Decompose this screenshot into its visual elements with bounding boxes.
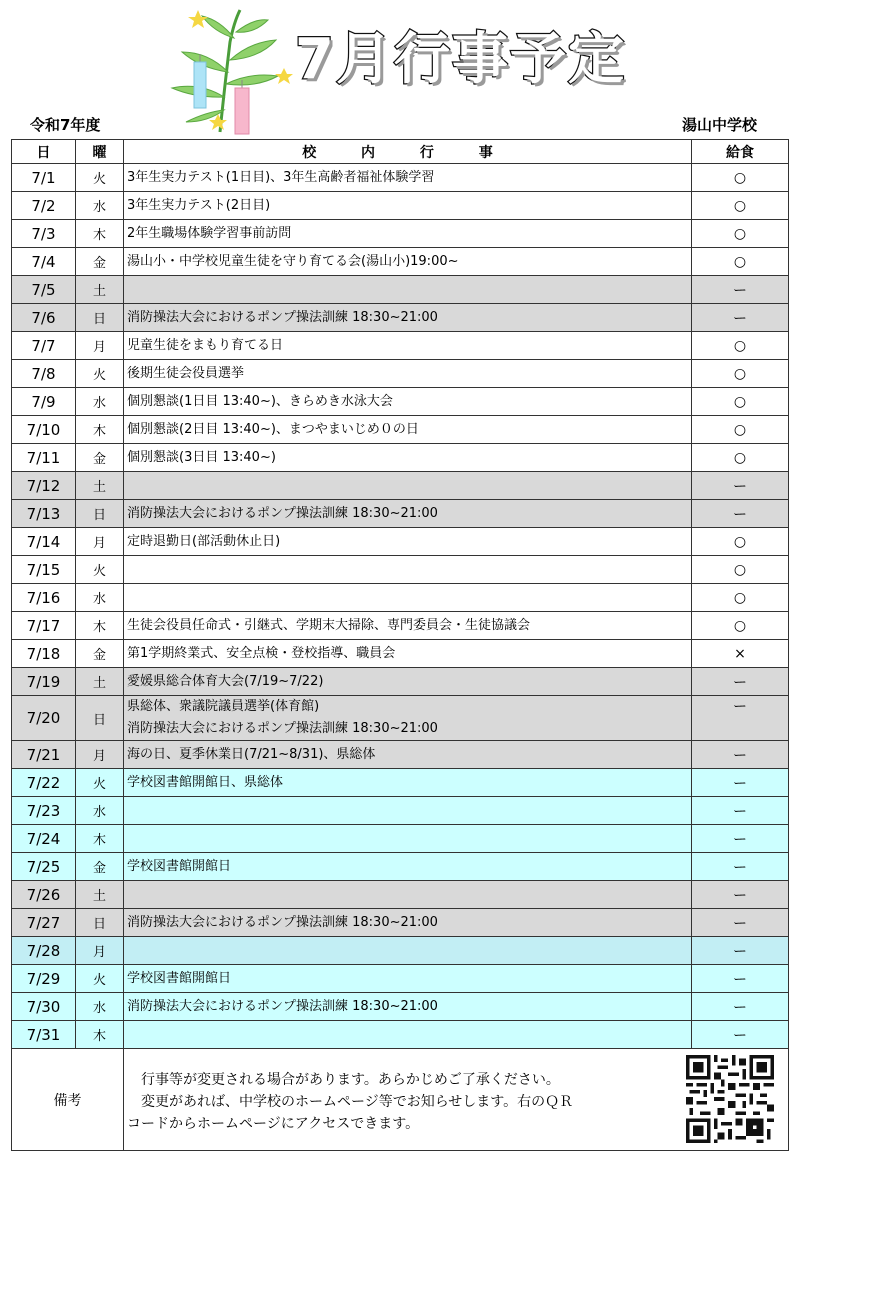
events-cell [124, 276, 692, 304]
date-cell: 7/5 [12, 276, 76, 304]
events-cell [124, 696, 692, 741]
event-text: 消防操法大会におけるポンプ操法訓練 18:30~21:00 [127, 998, 438, 1014]
day-column-header: 曜 [76, 140, 124, 164]
events-cell [124, 797, 692, 825]
date-cell: 7/27 [12, 909, 76, 937]
weekday-cell: 日 [76, 909, 124, 937]
date-cell: 7/6 [12, 304, 76, 332]
date-column-header: 日 [12, 140, 76, 164]
date-cell: 7/31 [12, 1021, 76, 1049]
weekday-cell: 水 [76, 797, 124, 825]
date-cell: 7/21 [12, 741, 76, 769]
event-text: 第1学期終業式、安全点検・登校指導、職員会 [127, 645, 396, 661]
date-cell: 7/8 [12, 360, 76, 388]
lunch-status-cell: ー [692, 797, 789, 825]
date-cell: 7/10 [12, 416, 76, 444]
table-row [12, 472, 789, 500]
events-cell [124, 444, 692, 472]
event-text: 個別懇談(3日目 13:40~) [127, 449, 276, 465]
events-cell [124, 640, 692, 668]
events-cell [124, 1021, 692, 1049]
event-text: 2年生職場体験学習事前訪問 [127, 225, 292, 241]
events-cell [124, 416, 692, 444]
schedule-body [12, 164, 789, 1049]
lunch-status-cell: ー [692, 500, 789, 528]
weekday-cell: 土 [76, 668, 124, 696]
notes-cell [124, 1049, 789, 1151]
weekday-cell: 日 [76, 696, 124, 741]
events-cell [124, 937, 692, 965]
date-cell: 7/22 [12, 769, 76, 797]
table-row [12, 304, 789, 332]
event-text: 後期生徒会役員選挙 [127, 365, 245, 381]
table-row [12, 360, 789, 388]
fiscal-year-label: 令和7年度 [30, 116, 101, 134]
date-cell: 7/7 [12, 332, 76, 360]
weekday-cell: 月 [76, 937, 124, 965]
table-row [12, 416, 789, 444]
events-cell [124, 556, 692, 584]
date-cell: 7/4 [12, 248, 76, 276]
weekday-cell: 水 [76, 388, 124, 416]
date-cell: 7/16 [12, 584, 76, 612]
bamboo-leaves-icon [172, 10, 278, 132]
qr-code-icon[interactable] [686, 1055, 774, 1143]
lunch-status-cell: ー [692, 909, 789, 937]
event-text: 個別懇談(1日目 13:40~)、きらめき水泳大会 [127, 393, 393, 409]
date-cell: 7/3 [12, 220, 76, 248]
table-row [12, 881, 789, 909]
notes-text [127, 1069, 672, 1135]
table-row [12, 164, 789, 192]
events-cell [124, 853, 692, 881]
lunch-status-cell: ー [692, 1021, 789, 1049]
lunch-status-cell: ○ [692, 444, 789, 472]
event-text: 湯山小・中学校児童生徒を守り育てる会(湯山小)19:00~ [127, 253, 459, 269]
events-cell [124, 825, 692, 853]
weekday-cell: 火 [76, 965, 124, 993]
notes-label: 備考 [12, 1049, 124, 1151]
weekday-cell: 木 [76, 825, 124, 853]
events-cell [124, 769, 692, 797]
event-text: 3年生実力テスト(2日目) [127, 197, 271, 213]
events-cell [124, 965, 692, 993]
event-text: 愛媛県総合体育大会(7/19~7/22) [127, 673, 324, 689]
events-cell [124, 332, 692, 360]
lunch-status-cell: ー [692, 769, 789, 797]
date-cell: 7/29 [12, 965, 76, 993]
weekday-cell: 木 [76, 612, 124, 640]
weekday-cell: 木 [76, 220, 124, 248]
date-cell: 7/13 [12, 500, 76, 528]
weekday-cell: 金 [76, 853, 124, 881]
table-row [12, 993, 789, 1021]
event-text: 消防操法大会におけるポンプ操法訓練 18:30~21:00 [127, 914, 438, 930]
weekday-cell: 土 [76, 881, 124, 909]
school-name: 湯山中学校 [682, 116, 758, 134]
date-cell: 7/23 [12, 797, 76, 825]
events-cell [124, 881, 692, 909]
table-row [12, 556, 789, 584]
lunch-status-cell: ー [692, 472, 789, 500]
weekday-cell: 日 [76, 500, 124, 528]
schedule-table [11, 139, 789, 1151]
lunch-status-cell: ○ [692, 248, 789, 276]
table-row [12, 612, 789, 640]
table-row [12, 444, 789, 472]
events-cell [124, 360, 692, 388]
weekday-cell: 月 [76, 528, 124, 556]
weekday-cell: 月 [76, 741, 124, 769]
table-row [12, 276, 789, 304]
event-text: 個別懇談(2日目 13:40~)、まつやまいじめ０の日 [127, 421, 419, 437]
weekday-cell: 日 [76, 304, 124, 332]
event-text: 3年生実力テスト(1日目)、3年生高齢者福祉体験学習 [127, 169, 435, 185]
notes-line: 行事等が変更される場合があります。あらかじめご了承ください。 [127, 1072, 560, 1088]
weekday-cell: 土 [76, 276, 124, 304]
lunch-status-cell: ○ [692, 388, 789, 416]
weekday-cell: 火 [76, 164, 124, 192]
table-row [12, 797, 789, 825]
weekday-cell: 火 [76, 360, 124, 388]
date-cell: 7/26 [12, 881, 76, 909]
events-cell [124, 528, 692, 556]
date-cell: 7/15 [12, 556, 76, 584]
event-text: 児童生徒をまもり育てる日 [127, 337, 284, 353]
weekday-cell: 木 [76, 416, 124, 444]
date-cell: 7/24 [12, 825, 76, 853]
events-cell [124, 220, 692, 248]
notes-line: コードからホームページにアクセスできます。 [127, 1116, 420, 1132]
table-row [12, 248, 789, 276]
lunch-status-cell: ○ [692, 220, 789, 248]
weekday-cell: 土 [76, 472, 124, 500]
events-cell [124, 192, 692, 220]
event-text: 定時退勤日(部活動休止日) [127, 533, 281, 549]
date-cell: 7/14 [12, 528, 76, 556]
table-row [12, 192, 789, 220]
lunch-status-cell: ー [692, 993, 789, 1021]
lunch-status-cell: ○ [692, 360, 789, 388]
lunch-status-cell: ○ [692, 164, 789, 192]
lunch-status-cell: ー [692, 937, 789, 965]
date-cell: 7/28 [12, 937, 76, 965]
date-cell: 7/18 [12, 640, 76, 668]
table-row [12, 584, 789, 612]
weekday-cell: 水 [76, 192, 124, 220]
table-row [12, 388, 789, 416]
lunch-status-cell: ○ [692, 416, 789, 444]
date-cell: 7/1 [12, 164, 76, 192]
table-row [12, 853, 789, 881]
date-cell: 7/9 [12, 388, 76, 416]
weekday-cell: 木 [76, 1021, 124, 1049]
lunch-status-cell: ー [692, 965, 789, 993]
table-row [12, 769, 789, 797]
lunch-status-cell: ○ [692, 584, 789, 612]
table-row [12, 937, 789, 965]
event-text: 消防操法大会におけるポンプ操法訓練 18:30~21:00 [127, 309, 438, 325]
date-cell: 7/19 [12, 668, 76, 696]
table-row [12, 332, 789, 360]
events-cell [124, 472, 692, 500]
weekday-cell: 金 [76, 444, 124, 472]
events-cell [124, 388, 692, 416]
table-row [12, 909, 789, 937]
weekday-cell: 月 [76, 332, 124, 360]
table-row [12, 696, 789, 741]
lunch-status-cell: ー [692, 825, 789, 853]
events-cell [124, 993, 692, 1021]
lunch-column-header: 給食 [692, 140, 789, 164]
table-row [12, 500, 789, 528]
event-text: 海の日、夏季休業日(7/21~8/31)、県総体 [127, 746, 376, 762]
events-column-header: 校 内 行 事 [124, 140, 692, 164]
date-cell: 7/25 [12, 853, 76, 881]
lunch-status-cell: ○ [692, 556, 789, 584]
event-text: 生徒会役員任命式・引継式、学期末大掃除、専門委員会・生徒協議会 [127, 617, 531, 633]
lunch-status-cell: ー [692, 853, 789, 881]
lunch-status-cell: ○ [692, 612, 789, 640]
date-cell: 7/11 [12, 444, 76, 472]
events-cell [124, 248, 692, 276]
events-cell [124, 304, 692, 332]
weekday-cell: 金 [76, 640, 124, 668]
lunch-status-cell: ー [692, 276, 789, 304]
events-cell [124, 909, 692, 937]
notes-line: 変更があれば、中学校のホームページ等でお知らせします。右のＱＲ [127, 1094, 574, 1110]
lunch-status-cell: ー [692, 668, 789, 696]
weekday-cell: 水 [76, 993, 124, 1021]
table-row [12, 741, 789, 769]
tanabata-bamboo-illustration [150, 2, 300, 138]
events-cell [124, 500, 692, 528]
events-cell [124, 668, 692, 696]
table-row [12, 965, 789, 993]
event-text: 消防操法大会におけるポンプ操法訓練 18:30~21:00 [127, 721, 438, 736]
lunch-status-cell: ー [692, 696, 789, 741]
table-row [12, 528, 789, 556]
date-cell: 7/12 [12, 472, 76, 500]
event-text: 学校図書館開館日 [127, 970, 232, 986]
lunch-status-cell: ○ [692, 192, 789, 220]
table-row [12, 640, 789, 668]
events-cell [124, 164, 692, 192]
lunch-status-cell: ○ [692, 528, 789, 556]
table-row [12, 1021, 789, 1049]
page-title: 7月行事予定 [295, 27, 626, 92]
date-cell: 7/17 [12, 612, 76, 640]
event-text: 消防操法大会におけるポンプ操法訓練 18:30~21:00 [127, 505, 438, 521]
events-cell [124, 612, 692, 640]
table-row [12, 825, 789, 853]
weekday-cell: 火 [76, 556, 124, 584]
lunch-status-cell: × [692, 640, 789, 668]
table-row [12, 220, 789, 248]
event-text: 学校図書館開館日、県総体 [127, 774, 284, 790]
lunch-status-cell: ー [692, 741, 789, 769]
lunch-status-cell: ー [692, 304, 789, 332]
event-text: 県総体、衆議院議員選挙(体育館) [127, 699, 320, 714]
event-text: 学校図書館開館日 [127, 858, 232, 874]
events-cell [124, 584, 692, 612]
date-cell: 7/2 [12, 192, 76, 220]
lunch-status-cell: ー [692, 881, 789, 909]
weekday-cell: 水 [76, 584, 124, 612]
date-cell: 7/20 [12, 696, 76, 741]
table-row [12, 668, 789, 696]
notes-row [12, 1049, 789, 1151]
date-cell: 7/30 [12, 993, 76, 1021]
events-cell [124, 741, 692, 769]
weekday-cell: 火 [76, 769, 124, 797]
weekday-cell: 金 [76, 248, 124, 276]
table-header-row [12, 140, 789, 164]
lunch-status-cell: ○ [692, 332, 789, 360]
